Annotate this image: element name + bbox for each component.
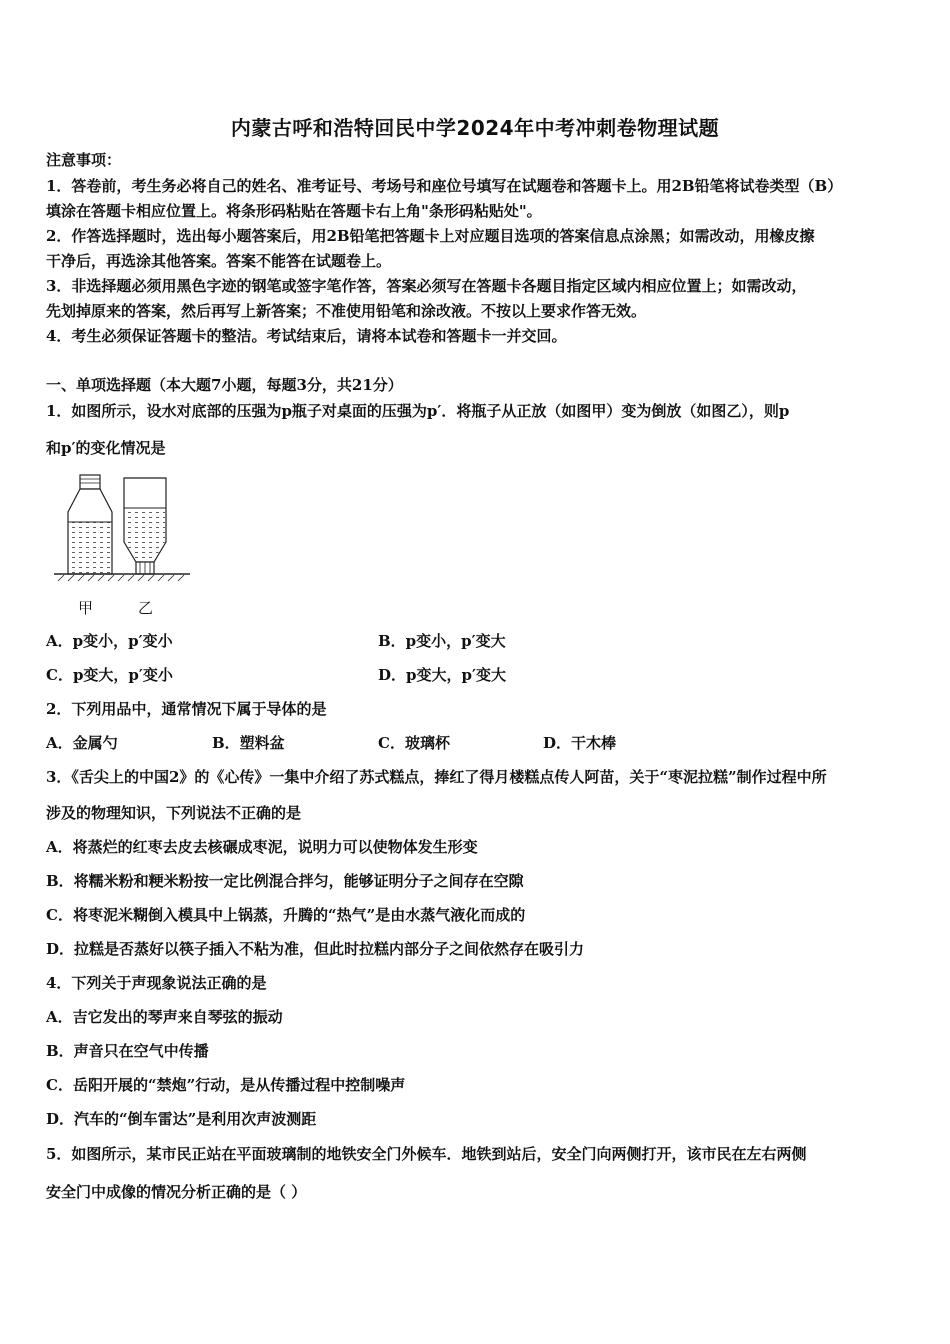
q2-option-d: D．干木棒	[543, 734, 617, 752]
q3-option-d: D．拉糕是否蒸好以筷子插入不粘为准，但此时拉糕内部分子之间依然存在吸引力	[46, 940, 585, 958]
q3-stem-cont: 涉及的物理知识，下列说法不正确的是	[46, 804, 302, 822]
q1-option-a: A．p变小，p′变小	[46, 632, 173, 650]
q4-option-a: A．吉它发出的琴声来自琴弦的振动	[46, 1008, 283, 1026]
q1-stem-cont: 和p′的变化情况是	[46, 439, 166, 457]
q4-option-d: D．汽车的“倒车雷达”是利用次声波测距	[46, 1110, 317, 1128]
bottle-figure	[50, 470, 200, 620]
upright-bottle	[68, 475, 112, 574]
q1-stem: 1．如图所示，设水对底部的压强为p瓶子对桌面的压强为p′．将瓶子从正放（如图甲）变为倒放（如图乙），则p	[46, 402, 790, 420]
q5-stem: 5．如图所示，某市民正站在平面玻璃制的地铁安全门外候车．地铁到站后，安全门向两侧打开，该市民在左右两侧	[46, 1145, 807, 1163]
q3-stem: 3．《舌尖上的中国2》的《心传》一集中介绍了苏式糕点，捧红了得月楼糕点传人阿苗，关于“枣泥拉糕”制作过程中所	[46, 768, 827, 786]
notice-line: 2．作答选择题时，选出每小题答案后，用2B铅笔把答题卡上对应题目选项的答案信息点涂黑；如需改动，用橡皮擦	[46, 227, 815, 245]
q5-stem-cont: 安全门中成像的情况分析正确的是（ ）	[46, 1183, 307, 1201]
notice-line: 1．答卷前，考生务必将自己的姓名、准考证号、考场号和座位号填写在试题卷和答题卡上。用2B铅笔将试卷类型（B）	[46, 177, 843, 195]
q1-option-d: D．p变大，p′变大	[378, 666, 506, 684]
notice-line: 4．考生必须保证答题卡的整洁。考试结束后，请将本试卷和答题卡一并交回。	[46, 327, 567, 345]
q2-option-c: C．玻璃杯	[378, 734, 450, 752]
q4-option-b: B．声音只在空气中传播	[46, 1042, 209, 1060]
notice-line: 干净后，再选涂其他答案。答案不能答在试题卷上。	[46, 252, 392, 270]
inverted-bottle	[124, 478, 166, 574]
figure-label-b: 乙	[138, 599, 154, 617]
q4-stem: 4．下列关于声现象说法正确的是	[46, 974, 267, 992]
q2-option-b: B．塑料盆	[212, 734, 285, 752]
q1-option-c: C．p变大，p′变小	[46, 666, 173, 684]
section-heading: 一、单项选择题（本大题7小题，每题3分，共21分）	[46, 376, 403, 394]
notice-heading: 注意事项：	[46, 151, 122, 169]
q2-stem: 2．下列用品中，通常情况下属于导体的是	[46, 700, 327, 718]
notice-line: 3．非选择题必须用黑色字迹的钢笔或签字笔作答，答案必须写在答题卡各题目指定区域内相应位置上；如需改动，	[46, 277, 807, 295]
q3-option-a: A．将蒸烂的红枣去皮去核碾成枣泥，说明力可以使物体发生形变	[46, 838, 478, 856]
q1-option-b: B．p变小，p′变大	[378, 632, 506, 650]
notice-line: 先划掉原来的答案，然后再写上新答案；不准使用铅笔和涂改液。不按以上要求作答无效。	[46, 302, 647, 320]
q3-option-c: C．将枣泥米糊倒入模具中上锅蒸，升腾的“热气”是由水蒸气液化而成的	[46, 906, 526, 924]
table-surface	[54, 574, 190, 581]
q4-option-c: C．岳阳开展的“禁炮”行动，是从传播过程中控制噪声	[46, 1076, 406, 1094]
figure-label-a: 甲	[78, 599, 94, 617]
q3-option-b: B．将糯米粉和粳米粉按一定比例混合拌匀，能够证明分子之间存在空隙	[46, 872, 524, 890]
notice-line: 填涂在答题卡相应位置上。将条形码粘贴在答题卡右上角"条形码粘贴处"。	[46, 202, 542, 220]
page-title: 内蒙古呼和浩特回民中学2024年中考冲刺卷物理试题	[230, 116, 720, 140]
q2-option-a: A．金属勺	[46, 734, 118, 752]
